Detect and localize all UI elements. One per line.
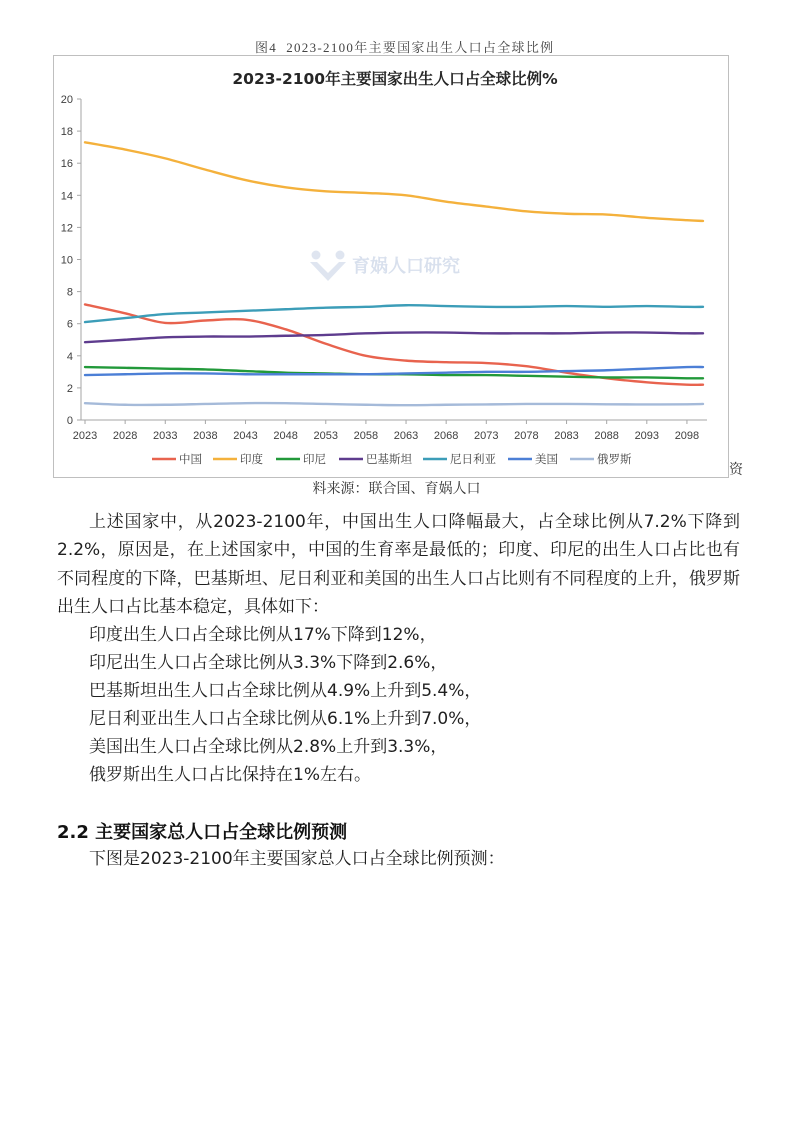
y-tick-label: 4	[66, 350, 73, 363]
line-chart	[54, 56, 728, 477]
y-tick-label: 14	[60, 190, 73, 203]
x-tick-label: 2053	[313, 430, 339, 442]
x-tick-label: 2088	[594, 430, 619, 442]
legend-label: 尼日利亚	[450, 452, 496, 466]
y-tick-label: 20	[60, 94, 73, 106]
list-item: 尼日利亚出生人口占全球比例从6.1%上升到7.0%，	[89, 709, 482, 729]
x-tick-label: 2083	[554, 430, 579, 442]
series-line-pakistan	[85, 332, 703, 342]
series-line-india	[85, 142, 703, 221]
list-item: 印度出生人口占全球比例从17%下降到12%，	[89, 625, 437, 645]
paragraph-line: 上述国家中，从2023-2100年，中国出生人口降幅最大，占全球比例从7.2%下降到	[89, 512, 740, 532]
legend-item-pakistan	[339, 452, 412, 466]
list-item: 俄罗斯出生人口占比保持在1%左右。	[89, 765, 371, 785]
x-tick-label: 2073	[474, 430, 499, 442]
paragraph-line: 不同程度的下降，巴基斯坦、尼日利亚和美国的出生人口占比则有不同程度的上升，俄罗斯	[57, 569, 740, 589]
y-tick-label: 2	[66, 382, 73, 395]
x-tick-label: 2048	[273, 430, 298, 442]
series-line-nigeria	[85, 305, 703, 322]
x-tick-label: 2023	[72, 430, 98, 442]
paragraph-line: 2.2%，原因是，在上述国家中，中国的生育率是最低的；印度、印尼的出生人口占比也有	[57, 540, 740, 560]
y-tick-label: 18	[60, 126, 73, 139]
chart-title: 2023-2100年主要国家出生人口占全球比例%	[232, 70, 558, 88]
legend-item-usa	[508, 452, 558, 466]
y-tick-label: 16	[60, 158, 73, 171]
y-tick-label: 0	[66, 415, 73, 427]
x-tick-label: 2078	[514, 430, 539, 442]
legend-item-russia	[570, 452, 632, 466]
x-tick-label: 2038	[193, 430, 218, 442]
y-tick-label: 6	[66, 318, 73, 331]
legend-item-india	[213, 452, 263, 466]
list-item: 印尼出生人口占全球比例从3.3%下降到2.6%，	[89, 653, 448, 673]
legend-item-indonesia	[276, 452, 326, 466]
x-tick-label: 2098	[674, 430, 700, 442]
chart-plot-area	[61, 94, 707, 466]
x-tick-label: 2058	[353, 430, 379, 442]
figure-caption: 图4 2023-2100年主要国家出生人口占全球比例	[255, 40, 555, 55]
list-item: 美国出生人口占全球比例从2.8%上升到3.3%，	[89, 737, 448, 757]
legend-label: 俄罗斯	[597, 452, 632, 466]
y-tick-label: 12	[60, 222, 73, 235]
y-tick-label: 10	[60, 254, 73, 267]
legend-item-nigeria	[423, 452, 496, 466]
x-tick-label: 2043	[233, 430, 258, 442]
legend-label: 中国	[179, 452, 202, 466]
paragraph-line: 出生人口占比基本稳定，具体如下：	[57, 597, 329, 617]
source-text: 料来源：联合国、育娲人口	[312, 481, 481, 497]
series-line-russia	[85, 403, 703, 405]
source-first-char: 资	[729, 462, 743, 478]
legend-label: 印尼	[303, 452, 326, 466]
chart-figure	[53, 55, 729, 478]
list-item: 巴基斯坦出生人口占全球比例从4.9%上升到5.4%，	[89, 681, 482, 701]
watermark	[310, 251, 460, 282]
x-tick-label: 2068	[433, 430, 459, 442]
legend-label: 巴基斯坦	[366, 452, 412, 466]
section-heading: 2.2 主要国家总人口占全球比例预测	[57, 822, 348, 843]
x-tick-label: 2063	[393, 430, 419, 442]
legend-item-china	[152, 452, 202, 466]
watermark-text: 育娲人口研究	[352, 256, 460, 277]
legend-label: 印度	[240, 452, 263, 466]
y-tick-label: 8	[66, 286, 73, 299]
x-tick-label: 2028	[112, 430, 138, 442]
legend-label: 美国	[535, 452, 558, 466]
x-tick-label: 2093	[634, 430, 660, 442]
intro-line: 下图是2023-2100年主要国家总人口占全球比例预测：	[89, 849, 505, 869]
watermark-logo-icon	[310, 251, 346, 282]
x-tick-label: 2033	[153, 430, 178, 442]
